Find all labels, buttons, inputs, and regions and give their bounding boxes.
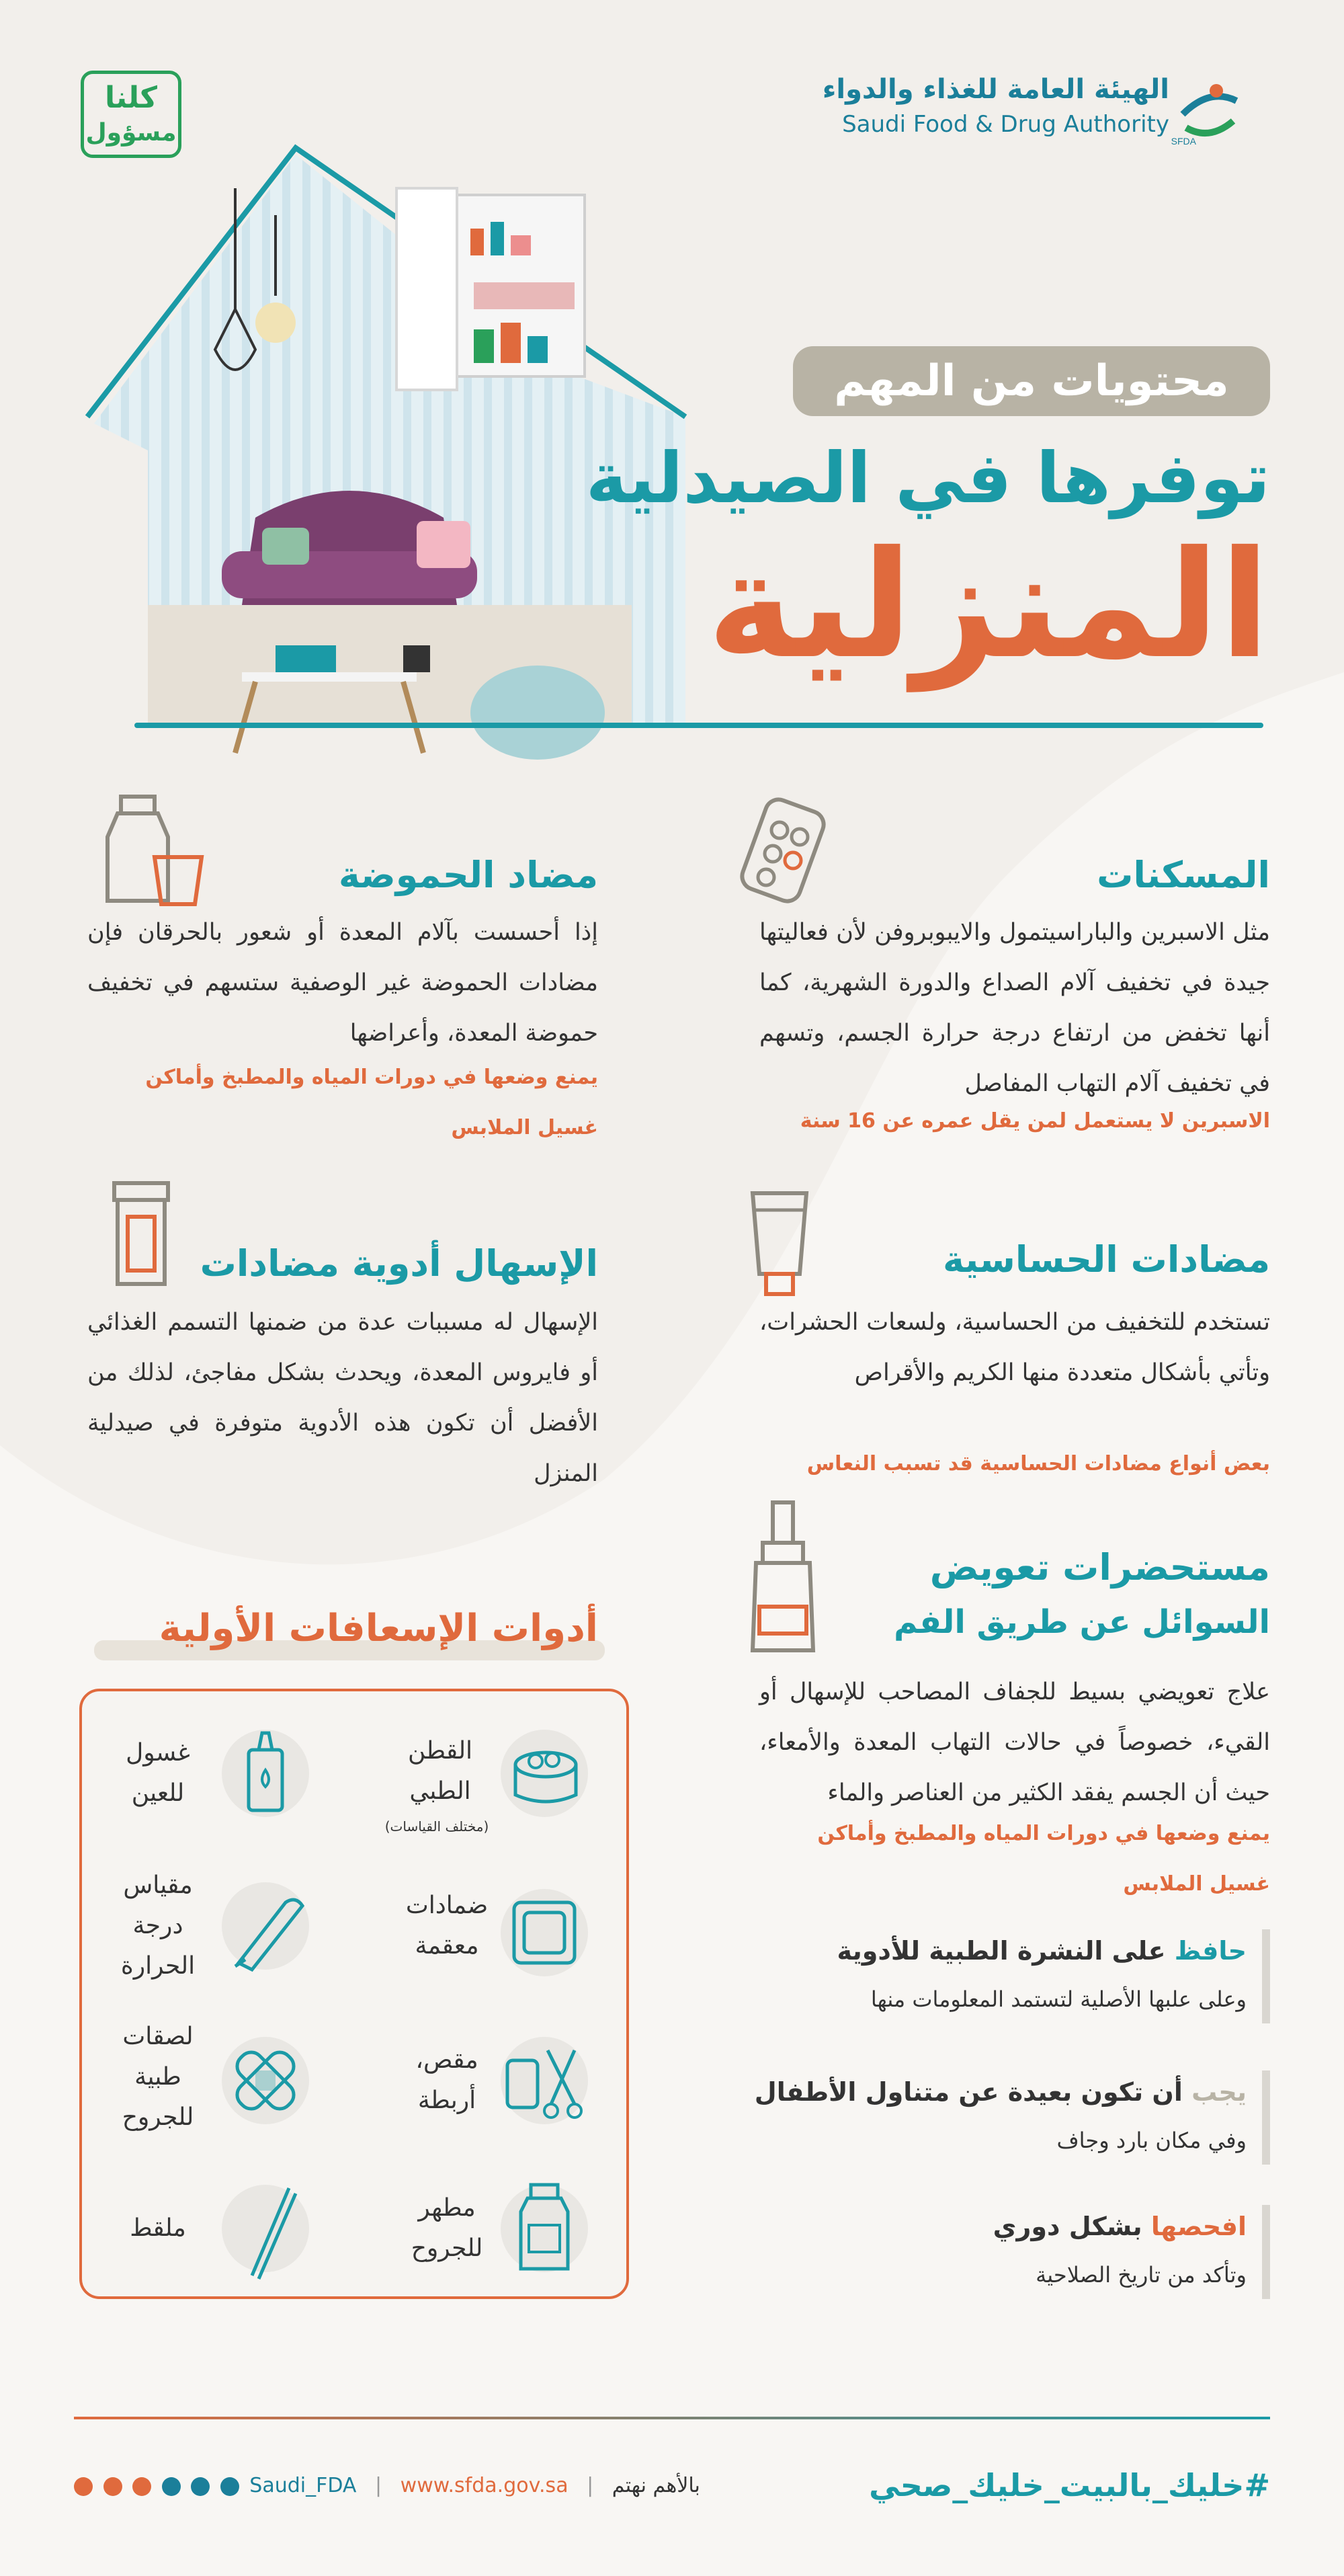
tip-2-lead: يجب	[1191, 2077, 1247, 2107]
first-aid-item-eyewash: غسول للعين	[126, 1739, 190, 1807]
first-aid-item-plaster: لصقات طبية للجروح	[122, 2023, 194, 2131]
footer-separator-2: |	[587, 2474, 594, 2497]
first-aid-item-gauze: ضمادات معقمة	[405, 1892, 489, 1960]
antidiarrheal-title: الإسهال أدوية مضادات	[200, 1242, 598, 1285]
youtube-icon[interactable]	[132, 2477, 151, 2496]
antacid-bottle-icon	[101, 790, 208, 911]
ors-body: علاج تعويضي بسيط للجفاف المصاحب للإسهال أو القيء، خصوصاً في حالات التهاب المعدة والأمعاء، حيث أن الجسم يفقد الكثير من العناصر والماء	[759, 1679, 1270, 1806]
sfda-english-name: Saudi Food & Drug Authority	[842, 111, 1169, 138]
footer-divider	[74, 2417, 1270, 2419]
tip-2-sub: وفي مكان بارد وجاف	[1056, 2128, 1247, 2153]
antiseptic-bottle-icon	[514, 2181, 575, 2276]
footer-handle[interactable]: Saudi_FDA	[249, 2474, 357, 2497]
medicine-jar-icon	[111, 1176, 171, 1291]
logo-line2: مسؤول	[85, 119, 177, 147]
antihistamine-note: بعض أنواع مضادات الحساسية قد تسبب النعاس	[806, 1452, 1270, 1476]
ors-title: مستحضرات تعويض	[929, 1546, 1270, 1588]
title-line3: المنزلية	[707, 519, 1270, 691]
first-aid-title: أدوات الإسعافات الأولية	[159, 1607, 598, 1650]
antacid-title: مضاد الحموضة	[338, 854, 598, 896]
ors-subtitle: السوائل عن طريق الفم	[894, 1603, 1270, 1641]
footer-hashtag[interactable]: #خليك_بالبيت_خليك_صحي	[869, 2467, 1270, 2503]
linkedin-icon[interactable]	[191, 2477, 210, 2496]
facebook-icon[interactable]	[220, 2477, 239, 2496]
ors-note: يمنع وضعها في دورات المياه والمطبخ وأماكن غسيل الملابس	[817, 1822, 1270, 1896]
antacid-body: إذا أحسست بآلام المعدة أو شعور بالحرقان فإن مضادات الحموضة غير الوصفية ستسهم في تخفيف حموضة المعدة، وأعراضها	[87, 919, 598, 1047]
first-aid-item-thermometer: مقياس درجة الحرارة	[120, 1871, 196, 1980]
cotton-icon	[505, 1734, 586, 1815]
footer-website[interactable]: www.sfda.gov.sa	[400, 2474, 569, 2497]
painkillers-title: المسكنات	[1097, 854, 1270, 896]
tip-bar-2	[1262, 2070, 1270, 2165]
twitter-icon[interactable]	[74, 2477, 93, 2496]
tip-3-rest: بشكل دوري	[993, 2212, 1142, 2241]
footer-slogan: بالأهم نهتم	[612, 2474, 700, 2497]
plaster-icon	[222, 2037, 309, 2124]
tip-3-sub: وتأكد من تاريخ الصلاحية	[1036, 2262, 1247, 2288]
tip-1-rest: على النشرة الطبية للأدوية	[837, 1936, 1166, 1966]
antihistamine-body: تستخدم للتخفيف من الحساسية، ولسعات الحشرات، وتأتي بأشكال متعددة منها الكريم والأقراص	[759, 1309, 1270, 1386]
title-line2: توفرها في الصيدلية	[585, 437, 1270, 519]
instagram-icon[interactable]	[162, 2477, 181, 2496]
painkillers-note: الاسبرين لا يستعمل لمن يقل عمره عن 16 سنة	[800, 1109, 1270, 1133]
tip-2-title	[755, 2077, 1247, 2107]
scissors-bandage-icon	[501, 2037, 588, 2124]
spray-bottle-icon	[746, 1499, 820, 1654]
pill-blister-icon	[739, 793, 827, 908]
tip-2-rest: أن تكون بعيدة عن متناول الأطفال	[754, 2077, 1183, 2107]
first-aid-item-antiseptic: مطهر للجروح	[411, 2194, 483, 2262]
antacid-note: يمنع وضعها في دورات المياه والمطبخ وأماكن غسيل الملابس	[145, 1065, 598, 1139]
tip-bar-1	[1262, 1929, 1270, 2023]
first-aid-item-tweezers: ملقط	[130, 2214, 186, 2242]
thermometer-icon	[225, 1886, 312, 1973]
first-aid-item-cotton-sub: (مختلف القياسات)	[384, 1818, 489, 1835]
tip-1-sub: وعلى علبها الأصلية لتستمد المعلومات منها	[870, 1986, 1247, 2012]
first-aid-item-cotton: القطن الطبي	[407, 1737, 473, 1805]
antihistamine-title: مضادات الحساسية	[942, 1238, 1270, 1281]
tip-3-lead: افحصها	[1150, 2212, 1247, 2241]
house-baseline	[134, 723, 1263, 728]
tip-3-title	[993, 2212, 1247, 2241]
painkillers-body: مثل الاسبرين والباراسيتمول والايبوبروفن لأن فعاليتها جيدة في تخفيف آلام الصداع والدورة الشهرية، كما أنها تخفض من ارتفاع درجة حرارة الجسم، وتسهم في تخفيف آلام التهاب المفاصل	[759, 919, 1270, 1097]
logo-line1: كلنا	[104, 81, 158, 115]
cream-tube-icon	[746, 1186, 813, 1301]
footer-separator-1: |	[375, 2474, 382, 2497]
title-pill: محتويات من المهم	[793, 346, 1270, 416]
gauze-pad-icon	[507, 1896, 581, 1970]
tweezers-icon	[232, 2181, 299, 2282]
tip-1-lead: حافظ	[1174, 1936, 1247, 1966]
antidiarrheal-body: الإسهال له مسببات عدة من ضمنها التسمم الغذائي أو فايروس المعدة، ويحدث بشكل مفاجئ، لذلك من الأفضل أن تكون هذه الأدوية متوفرة في صيدلية المنزل	[87, 1309, 598, 1487]
sfda-small-label: SFDA	[1171, 136, 1196, 147]
tip-bar-3	[1262, 2205, 1270, 2299]
snapchat-icon[interactable]	[103, 2477, 122, 2496]
sfda-emblem-icon	[1171, 74, 1243, 148]
sfda-arabic-name: الهيئة العامة للغذاء والدواء	[822, 74, 1169, 105]
tip-1-title	[837, 1936, 1247, 1966]
eyewash-bottle-icon	[235, 1730, 296, 1817]
footer-info	[74, 2474, 700, 2497]
first-aid-item-scissors: مقص، أربطة	[415, 2046, 478, 2114]
